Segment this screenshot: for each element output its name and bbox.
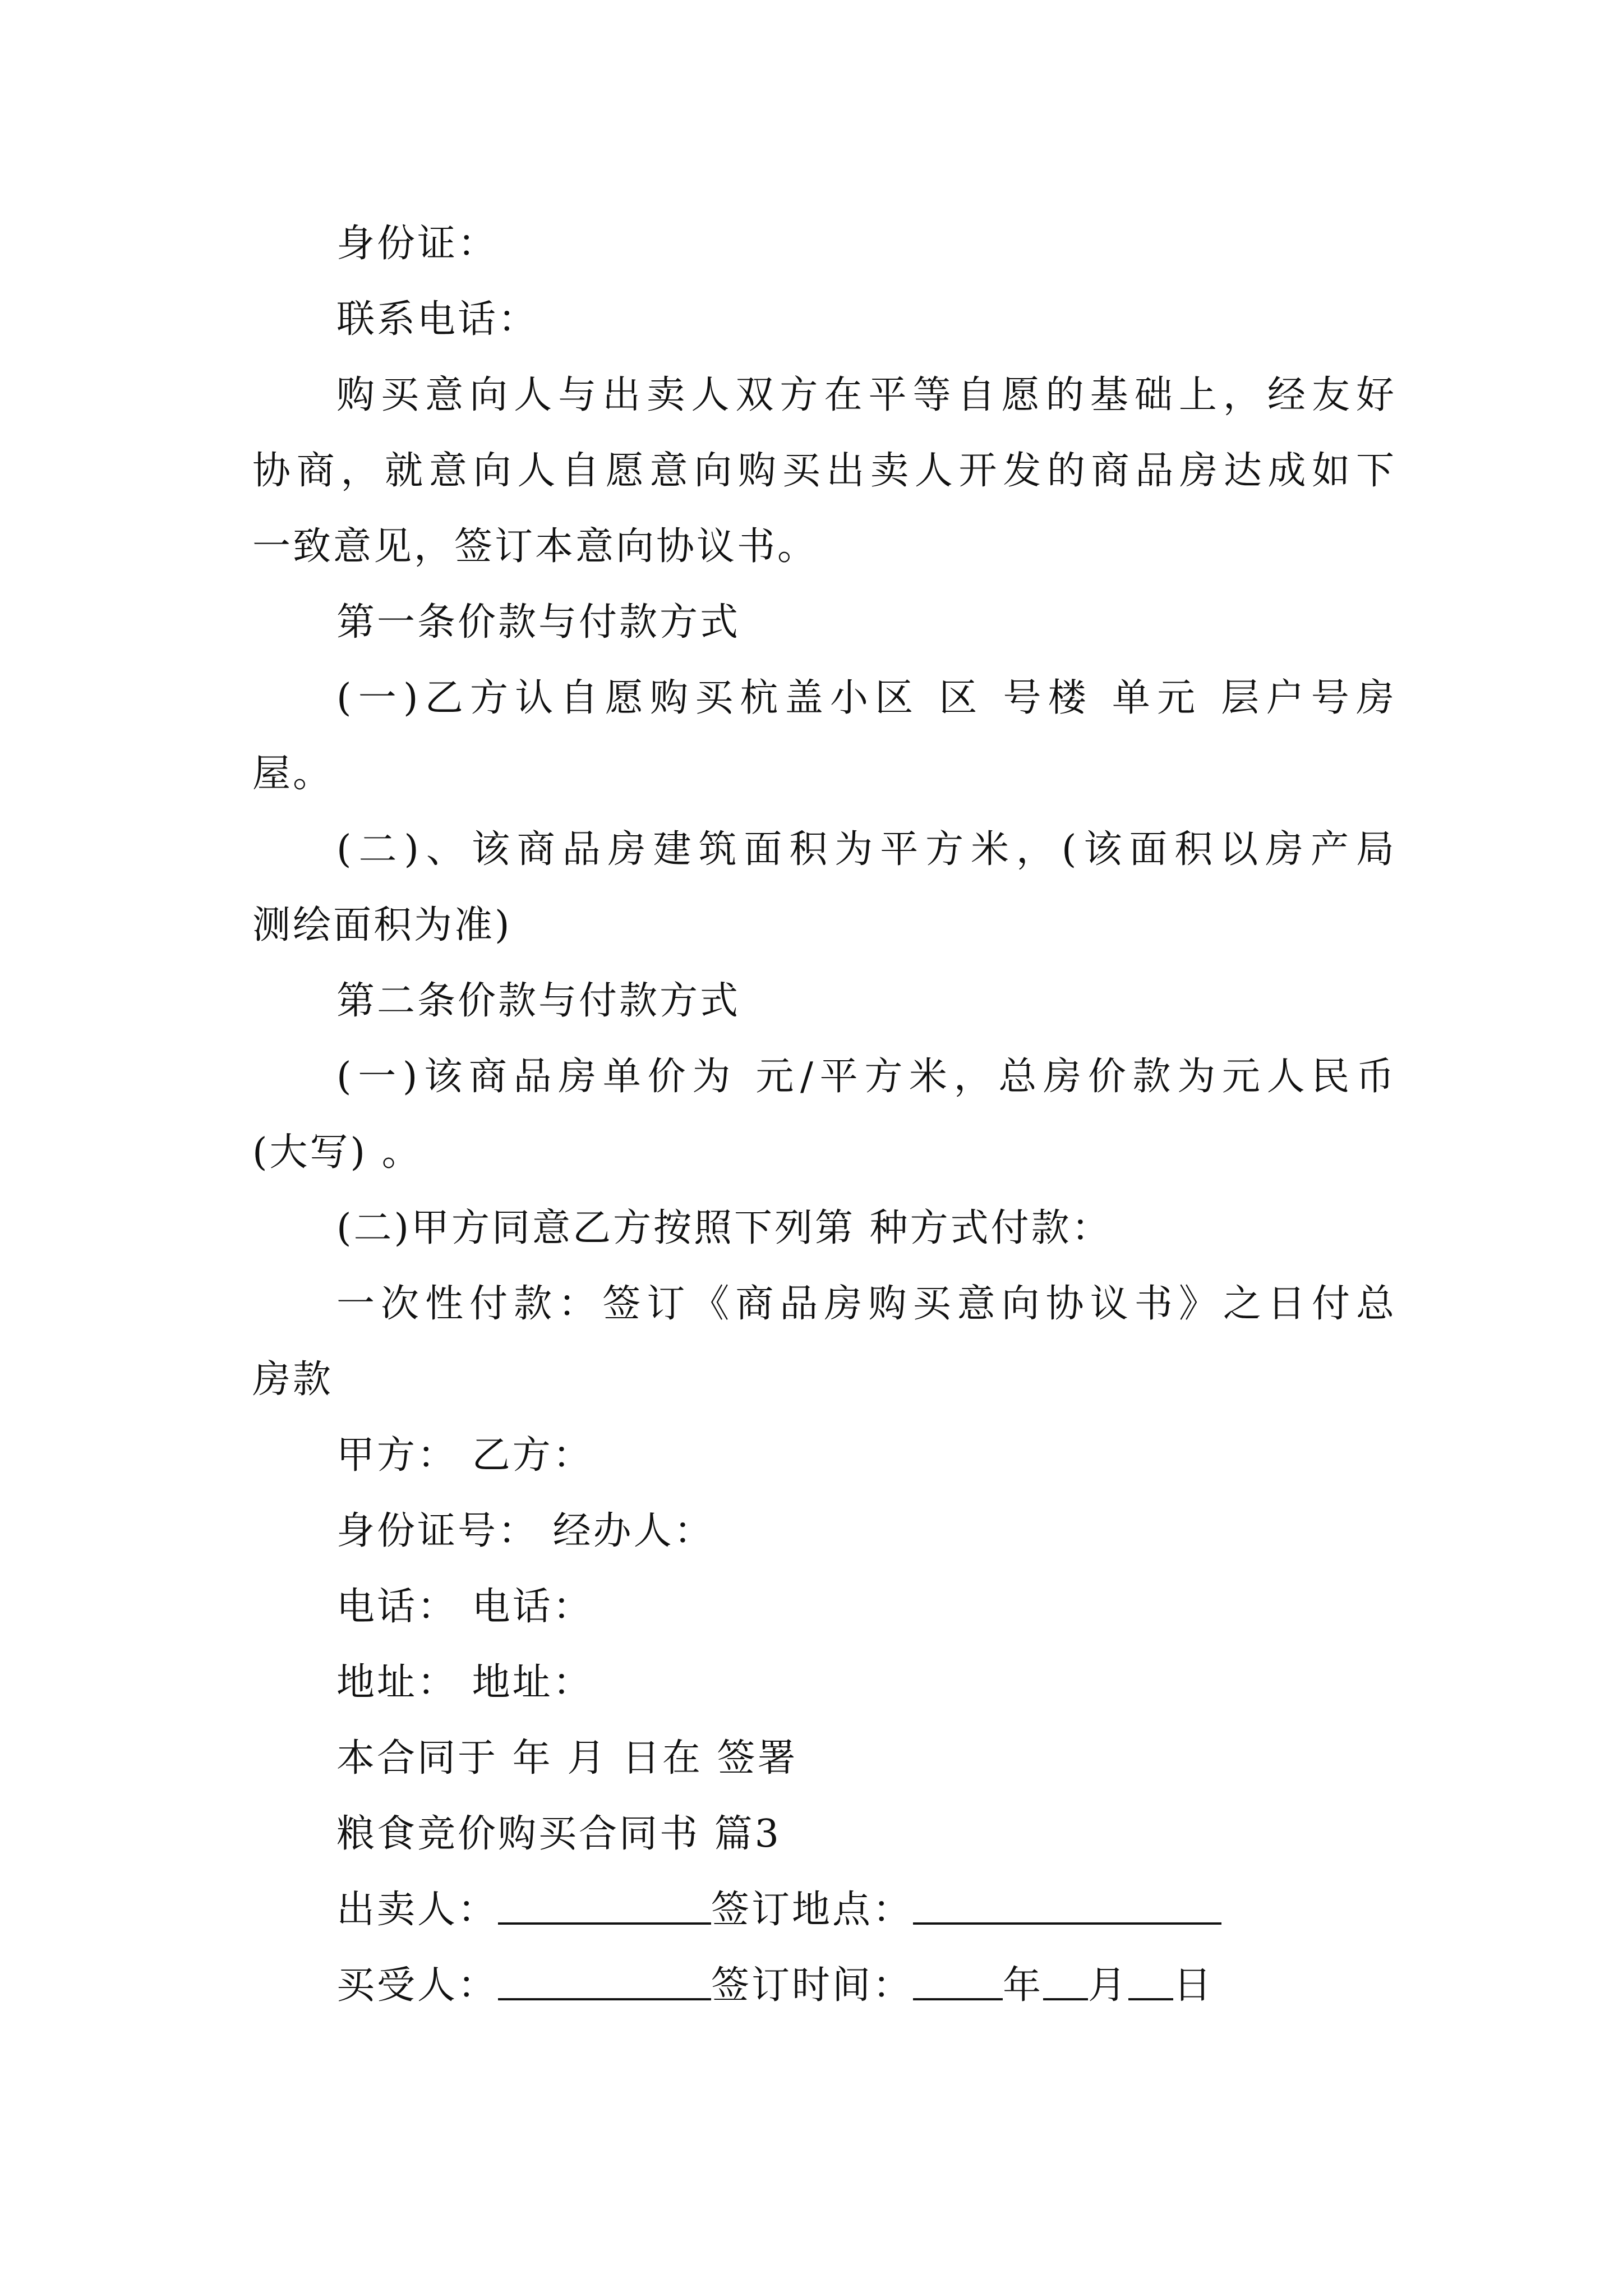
paragraph-line: 购买意向人与出卖人双方在平等自愿的基础上，经友好 [336, 373, 1396, 417]
month-blank [1043, 1964, 1088, 2000]
paragraph-line: 一次性付款：签订《商品房购买意向协议书》之日付总 [336, 1282, 1396, 1326]
article-heading: 第二条价款与付款方式 [336, 979, 741, 1023]
id-card-label: 身份证： [336, 222, 499, 266]
section-title: 粮食竞价购买合同书 篇3 [336, 1812, 781, 1856]
sign-place-blank [913, 1889, 1221, 1925]
year-label: 年 [1003, 1963, 1044, 2008]
seller-label: 出卖人： [336, 1888, 499, 1932]
paragraph-line: (一)该商品房单价为 元/平方米，总房价款为元人民币 [336, 1055, 1396, 1099]
signing-date-line: 本合同于 年 月 日在 签署 [336, 1736, 798, 1780]
buyer-label: 买受人： [336, 1963, 499, 2008]
paragraph-line: 一致意见，签订本意向协议书。 [252, 524, 818, 569]
month-label: 月 [1088, 1963, 1129, 2008]
paragraph-line: 协商，就意向人自愿意向购买出卖人开发的商品房达成如下 [252, 449, 1396, 493]
party-line: 甲方： 乙方： [336, 1433, 593, 1478]
buyer-sign-time-line [336, 1963, 1396, 2008]
contact-phone-label: 联系电话： [336, 297, 539, 342]
article-heading: 第一条价款与付款方式 [336, 600, 741, 645]
paragraph-line: 测绘面积为准) [252, 903, 512, 947]
paragraph-line: 屋。 [252, 752, 334, 796]
party-id-line: 身份证号： 经办人： [336, 1509, 714, 1553]
year-blank [913, 1964, 1003, 2000]
party-phone-line: 电话： 电话： [336, 1585, 593, 1629]
seller-blank [498, 1889, 711, 1925]
sign-time-label: 签订时间： [711, 1963, 914, 2008]
day-blank [1128, 1964, 1173, 2000]
paragraph-line: (二)甲方同意乙方按照下列第 种方式付款： [336, 1206, 1112, 1250]
sign-place-label: 签订地点： [711, 1888, 914, 1932]
paragraph-line: 房款 [252, 1358, 334, 1402]
paragraph-line: (大写) 。 [252, 1130, 422, 1175]
buyer-blank [498, 1964, 711, 2000]
seller-sign-place-line [336, 1888, 1396, 1932]
paragraph-line: (一)乙方认自愿购买杭盖小区 区 号楼 单元 层户号房 [336, 676, 1396, 720]
paragraph-line: (二)、该商品房建筑面积为平方米，(该面积以房产局 [336, 827, 1396, 872]
day-label: 日 [1173, 1963, 1214, 2008]
party-address-line: 地址： 地址： [336, 1660, 593, 1705]
